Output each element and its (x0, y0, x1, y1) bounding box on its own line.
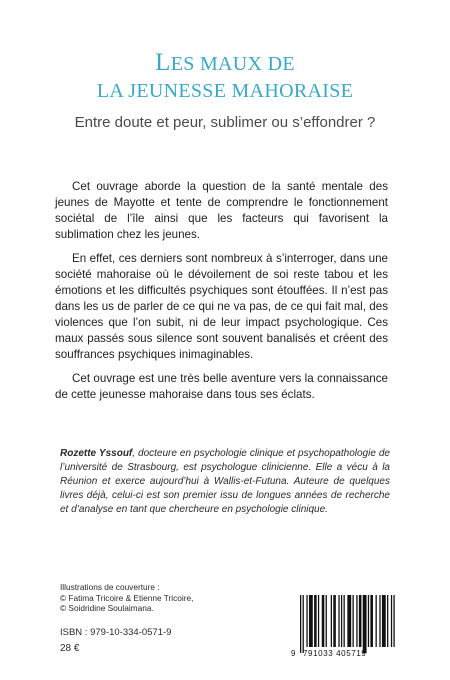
barcode-bars (299, 595, 395, 653)
author-bio (60, 447, 390, 517)
barcode-bar (331, 595, 332, 647)
barcode-bar (314, 595, 317, 647)
blurb (55, 179, 388, 411)
barcode-bar (376, 595, 377, 647)
barcode-bar (352, 595, 353, 647)
barcode-bar (391, 595, 392, 647)
barcode-bar (359, 595, 362, 647)
book-subtitle: Entre doute et peur, sublimer ou s’effondrer ? (74, 114, 376, 131)
barcode-bar (370, 595, 373, 647)
barcode-bar (322, 595, 325, 647)
barcode (291, 595, 395, 661)
title-line-1-rest: ES MAUX DE (170, 53, 295, 75)
blurb-paragraph-1: Cet ouvrage aborde la question de la santé mentale des jeunes de Mayotte et tente de comprendre le fonctionnement sociétal de l’île ainsi que les facteurs qui favorisent la sublimation chez les jeunes. (55, 180, 388, 241)
barcode-bar (368, 595, 369, 647)
barcode-bar (379, 595, 380, 647)
barcode-bar (347, 595, 351, 647)
barcode-bar (333, 595, 336, 647)
cover-credits (60, 582, 260, 614)
barcode-digits: 791033 405719 (303, 649, 367, 658)
price: 28 € (60, 643, 80, 654)
barcode-bar (306, 595, 307, 647)
barcode-bar (318, 595, 319, 647)
blurb-paragraph-3: Cet ouvrage est une très belle aventure vers la connaissance de cette jeunesse mahoraise dans tous ses éclats. (55, 372, 388, 401)
title-block (0, 50, 450, 131)
barcode-bar (300, 595, 301, 653)
credits-heading: Illustrations de couverture : (60, 582, 160, 592)
barcode-bar (387, 595, 388, 647)
title-line-2: LA JEUNESSE MAHORAISE (96, 80, 354, 102)
credits-line-1: © Fatima Tricoire & Etienne Tricoire, (60, 592, 194, 603)
blurb-paragraph-2: En effet, ces derniers sont nombreux à s’interroger, dans une société mahoraise où le dévoilement de soi reste tabou et les émotions et les difficultés psychiques sont étouffées. Il n’est pas dans les us de parler de ce qui ne va pas, de ce qui fait mal, des violences que l’on subit, ni de leur impact psychologique. Ces maux passés sous silence sont souvent banalisés et créent des souffrances psychiques inimaginables. (55, 252, 388, 361)
credits-line-2: © Soidridine Soulaimana. (60, 603, 154, 613)
book-title (0, 50, 450, 104)
title-initial: L (155, 49, 171, 76)
barcode-bar (344, 595, 345, 647)
barcode-first-digit: 9 (291, 649, 296, 658)
barcode-bar (363, 595, 367, 653)
barcode-bar (303, 595, 304, 653)
barcode-bar (393, 595, 394, 647)
author-name: Rozette Yssouf (60, 448, 133, 459)
author-bio-text: , docteure en psychologie clinique et psychopathologie de l’université de Strasbourg, est psychologue clinicienne. Elle a vécu à la Réunion et exerce aujourd’hui à Wallis-et-Futuna. Auteure de quelques livres déjà, celui-ci est son premier issu de longues années de recherche et d’analyse en tant que chercheure en psychologie clinique. (60, 448, 390, 515)
barcode-bar (338, 595, 339, 647)
barcode-bar (356, 595, 357, 647)
barcode-bar (326, 595, 327, 647)
barcode-bar (382, 595, 386, 647)
barcode-bar (309, 595, 313, 647)
isbn: ISBN : 979-10-334-0571-9 (60, 627, 172, 638)
barcode-bar (341, 595, 342, 647)
title-line-1 (155, 49, 295, 76)
